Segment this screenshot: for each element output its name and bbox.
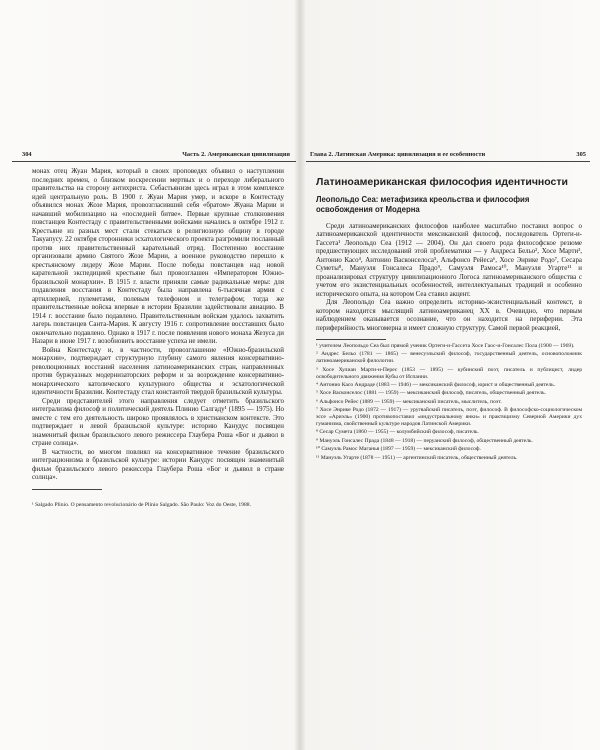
right-paragraph: Для Леопольдо Сеа важно определить историко-экзистенциальный контекст, в котором находится мыслящий латиноамериканец XX в. Очевидно, что первым наблюдением оказывается осознание, что он находится на периферии. Эта периферийность многомерна и имеет сложную структуру. Самой первой реакцией, <box>316 299 582 332</box>
left-paragraph: Среди представителей этого направления следует отметить бразильского интегрализма философ и политический деятель Плинио Салгаду¹ (1895 — 1975). Но вместе с тем его деятельность широко проявлялось в христианском контексте. Это подтверждает и левой бразильской культуре: историю Канудус посвящен знаменитый фильм бразильского левого режиссера Глаубера Роша «Бог и дьявол в стране солнца». <box>32 397 284 447</box>
left-paragraph: В частности, во многом повлиял на консервативное течение бразильского интеграционизма в бразильской культуре: истории Канудус посвящен знаменитый фильм бразильского левого режиссера Глаубера Роша «Бог и дьявол в стране солнца». <box>32 448 284 481</box>
footnote: ⁶ Альфонсо Рейес (1889 — 1959) — мексиканский писатель, мыслитель, поэт. <box>316 398 502 405</box>
left-paragraph: монах отец Жуан Мария, который в своих проповедях объявил о наступлении последних времен, о близком воскресении мертвых и о переходе либерального правительства на сторону антихриста. Себастьянизм здесь играл в этом комплексе идей центральную роль. В 1900 г. Жуан Мария умер, и вскоре в Контестаду объявился монах Жозе Мария, провозгласивший себя «братом» Жуана Марии и начавший мобилизацию на «последней битве». Первые крупные столкновения повстанцев Контестаду с правительственными войсками начались в октябре 1912 г. Крестьяне из разных мест стали стекаться в религиозную общину в городе Такуапусу. 22 октября сторонники эсхатологического проекта разгромили посланный против них правительственный карательный отряд. Постепенно восстание организовали армию Святого Жозе Марии, а военное руководство перешло к крестьянскому лидеру Жозе Марии. После победы повстанцев над новой карательной экспедицией крестьяне был провозглашен «Императором Южно-бразильской монархии». В 1915 г. власти приняли самые радикальные меры: для подавления восстания в Контестаду была направлена 6-тысячная армия с артиллерией, пулеметами, полевым телефоном и телеграфом; тогда же правительственные войска впервые в истории Бразилии задействовали авиацию. В 1914 г. восстание было подавлено. Правительственным войскам удалось захватить лагерь повстанцев Санта-Мария. К августу 1916 г. сопротивление восставших было окончательно подавлено. Однако в 1917 г. после появления нового монаха Жезуса ди Назари в июне 1917 г. возобновить восстание успеха не имели. <box>32 168 284 345</box>
left-page <box>12 150 296 740</box>
left-running-head <box>12 150 296 162</box>
right-page-number: 305 <box>576 151 586 158</box>
left-running-title: Часть 2. Американская цивилизация <box>182 151 290 158</box>
footnote: ¹⁰ Самуэль Рамос Маганья (1897 — 1959) — мексиканский философ. <box>316 446 481 453</box>
right-running-head <box>306 150 590 162</box>
left-body <box>12 162 296 508</box>
footnote: ⁵ Хосе Васконселос (1881 — 1959) — мексиканский философ, писатель, общественный деятель. <box>316 390 546 397</box>
right-body <box>306 178 590 462</box>
footnote: ³ Хосе Хулиан Марти-и-Перес (1853 — 1895) — кубинский поэт, писатель и публицист, лидер освободительного движения Кубы от Испании. <box>316 366 582 380</box>
footnote-rule <box>32 489 102 490</box>
left-footnote: ¹ Salgado Plinio. O pensamento revolucionário de Plínio Salgado. São Paulo: Voz do Oeste, 1988. <box>32 501 251 508</box>
footnote: ⁹ Мануэль Гонсалес Прада (1848 — 1918) — перуанский философ, общественный деятель. <box>316 437 533 444</box>
right-paragraph: Среди латиноамериканских философов наиболее масштабно поставил вопрос о латиноамериканской идентичности мексиканский философ, последователь Ортеги-и-Гассета¹ Леопольдо Сеа (1912 — 2004). Он дал своего рода философское резюме предшествующих исследований этой проблематики — у Андреса Бельо², Хосе Марти³, Антонио Касо⁴, Антонио Васконселоса⁵, Альфонсо Рейеса⁶, Хосе Энрике Родо⁷, Сесара Суметы⁸, Мануэля Гонсалеса Прадо⁹, Самуэля Рамоса¹⁰, Мануэля Угарте¹¹ и проанализировал структуру цивилизационного Логоса латиноамериканского общества с учетом его экзистенциальных особенностей, интеллектуальных традиций и особенно исторического опыта, на котором Сеа ставил акцент. <box>316 222 582 298</box>
left-paragraph: Война Контестаду и, в частности, провозглашение «Южно-бразильской монархии», подтверждает структурную глубину самого явления консервативно-революционных восстаний населения латиноамериканских стран, направленных против буржуазных модернизаторских реформ и за возрождение консервативно-монархического католического культурного общества и эсхатологической идентичности Бразилии. Контестаду стал константой твердой бразильской культуры. <box>32 346 284 396</box>
footnote: ⁴ Антонио Касо Андраде (1883 — 1946) — мексиканский философ, юрист и общественный деятель. <box>316 382 556 389</box>
section-title: Латиноамериканская философия идентичности <box>316 176 568 188</box>
footnote-rule <box>316 339 386 340</box>
footnote: ¹ учителем Леопольдо Сеа был прямой ученик Ортеги-и-Гассета Хосе Гаос-и-Гонсалес Пола (1900 — 1969). <box>316 343 575 349</box>
left-page-number: 304 <box>22 151 32 158</box>
footnote: ² Андрес Бельо (1781 — 1865) — венесуэльский философ, государственный деятель, основоположник латиноамериканской филологии. <box>316 351 582 365</box>
footnote: ¹¹ Мануэль Угарте (1878 — 1951) — аргентинский писатель, общественный деятель. <box>316 454 518 461</box>
right-running-title: Глава 2. Латинская Америка: цивилизация и ее особенности <box>310 151 486 158</box>
right-page <box>306 150 590 740</box>
footnote: ⁷ Хосе Энрике Родо (1872 — 1917) — уругвайский писатель, поэт, философ. В философско-социологическом эссе «Ариэль» (1900) противопоставил «индустриальному янки» и практицизму Северной Америки дух гуманизма, свойственный культуре народов Латинской Америки. <box>316 407 582 428</box>
footnote: ⁸ Сесар Сумета (1860 — 1955) — колумбийский философ, писатель. <box>316 429 479 436</box>
subsection-title: Леопольдо Сеа: метафизика креольства и философия освобождения от Модерна <box>316 194 530 214</box>
